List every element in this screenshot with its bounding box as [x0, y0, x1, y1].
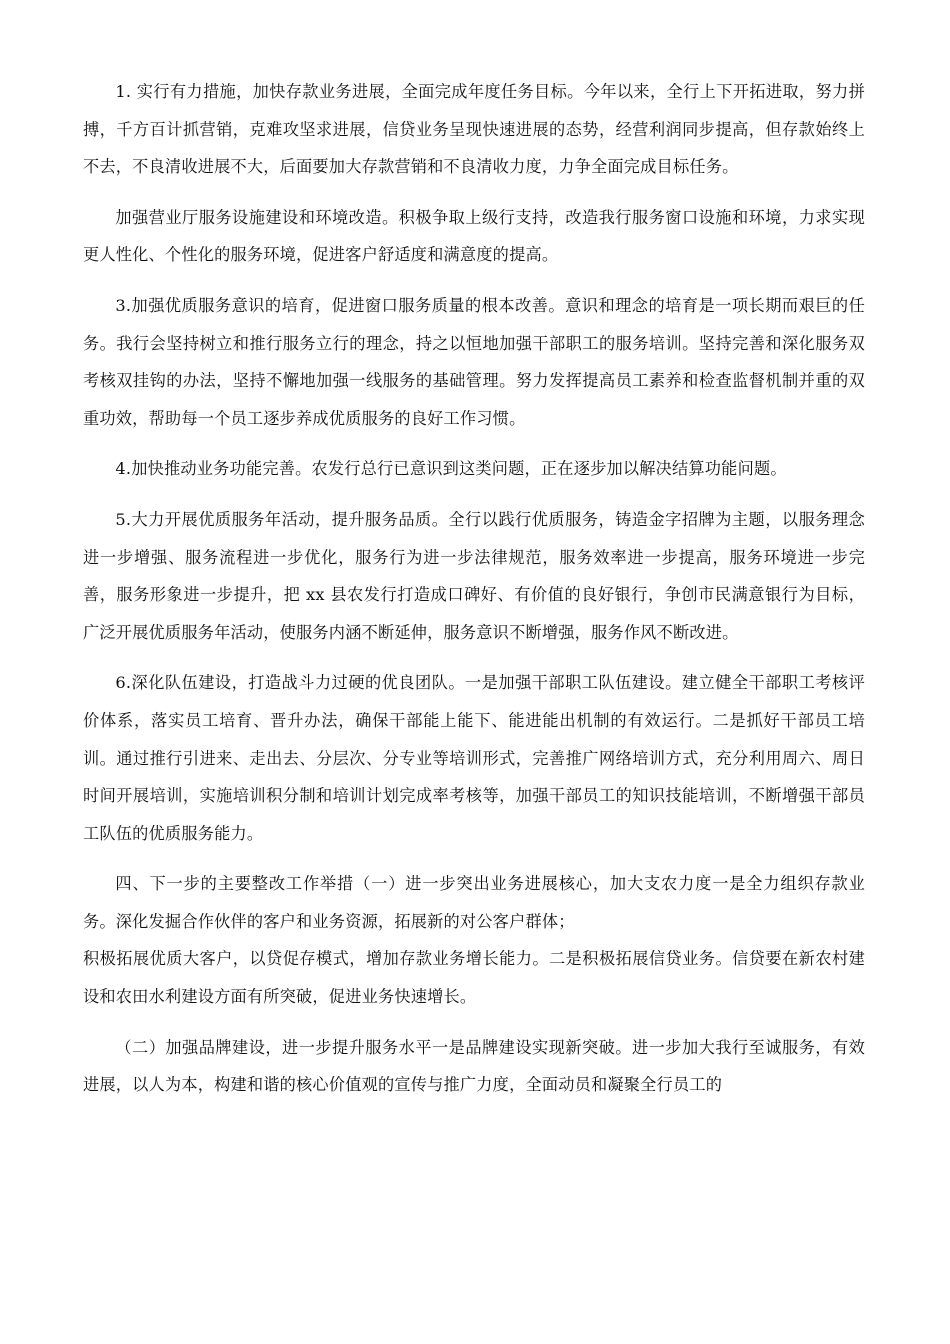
paragraph-4-business-functions: 4.加快推动业务功能完善。农发行总行已意识到这类问题，正在逐步加以解决结算功能问题。: [115, 459, 787, 479]
document-body: [83, 73, 865, 1117]
paragraph-5-quality-service-year: 5.大力开展优质服务年活动，提升服务品质。全行以践行优质服务，铸造金字招牌为主题，以服务理念进一步增强、服务流程进一步优化，服务行为进一步法律规范，服务效率进一步提高，服务环境进一步完善，服务形象进一步提升，把 xx 县农发行打造成口碑好、有价值的良好银行，争创市民满意银行为目标，广泛开展优质服务年活动，使服务内涵不断延伸，服务意识不断增强，服务作风不断改进。: [83, 509, 865, 642]
paragraph-8-credit-business: 积极拓展优质大客户，以贷促存模式，增加存款业务增长能力。二是积极拓展信贷业务。信贷要在新农村建设和农田水利建设方面有所突破，促进业务快速增长。: [83, 949, 865, 1007]
paragraph-6-team-building: 6.深化队伍建设，打造战斗力过硬的优良团队。一是加强干部职工队伍建设。建立健全干部职工考核评价体系，落实员工培育、晋升办法，确保干部能上能下、能进能出机制的有效运行。二是抓好干部员工培训。通过推行引进来、走出去、分层次、分专业等培训形式，完善推广网络培训方式，充分利用周六、周日时间开展培训，实施培训积分制和培训计划完成率考核等，加强干部员工的知识技能培训，不断增强干部员工队伍的优质服务能力。: [83, 673, 865, 843]
paragraph-1-deposit-targets: 1. 实行有力措施，加快存款业务进展，全面完成年度任务目标。今年以来，全行上下开拓进取，努力拼搏，千方百计抓营销，克难攻坚求进展，信贷业务呈现快速进展的态势，经营利润同步提高，但存款始终上不去，不良清收进展不大，后面要加大存款营销和不良清收力度，力争全面完成目标任务。: [83, 82, 865, 177]
paragraph-2-hall-facilities: 加强营业厅服务设施建设和环境改造。积极争取上级行支持，改造我行服务窗口设施和环境，力求实现更人性化、个性化的服务环境，促进客户舒适度和满意度的提高。: [83, 207, 865, 265]
paragraph-3-service-awareness: 3.加强优质服务意识的培育，促进窗口服务质量的根本改善。意识和理念的培育是一项长期而艰巨的任务。我行会坚持树立和推行服务立行的理念，持之以恒地加强干部职工的服务培训。坚持完善和深化服务双考核双挂钩的办法，坚持不懈地加强一线服务的基础管理。努力发挥提高员工素养和检查监督机制并重的双重功效，帮助每一个员工逐步养成优质服务的良好工作习惯。: [83, 295, 865, 428]
paragraph-7-next-steps: 四、下一步的主要整改工作举措（一）进一步突出业务进展核心，加大支农力度一是全力组织存款业务。深化发掘合作伙伴的客户和业务资源，拓展新的对公客户群体；: [83, 874, 865, 931]
paragraph-9-brand-building: （二）加强品牌建设，进一步提升服务水平一是品牌建设实现新突破。进一步加大我行至诚服务，有效进展，以人为本，构建和谐的核心价值观的宣传与推广力度，全面动员和凝聚全行员工的: [83, 1037, 865, 1095]
